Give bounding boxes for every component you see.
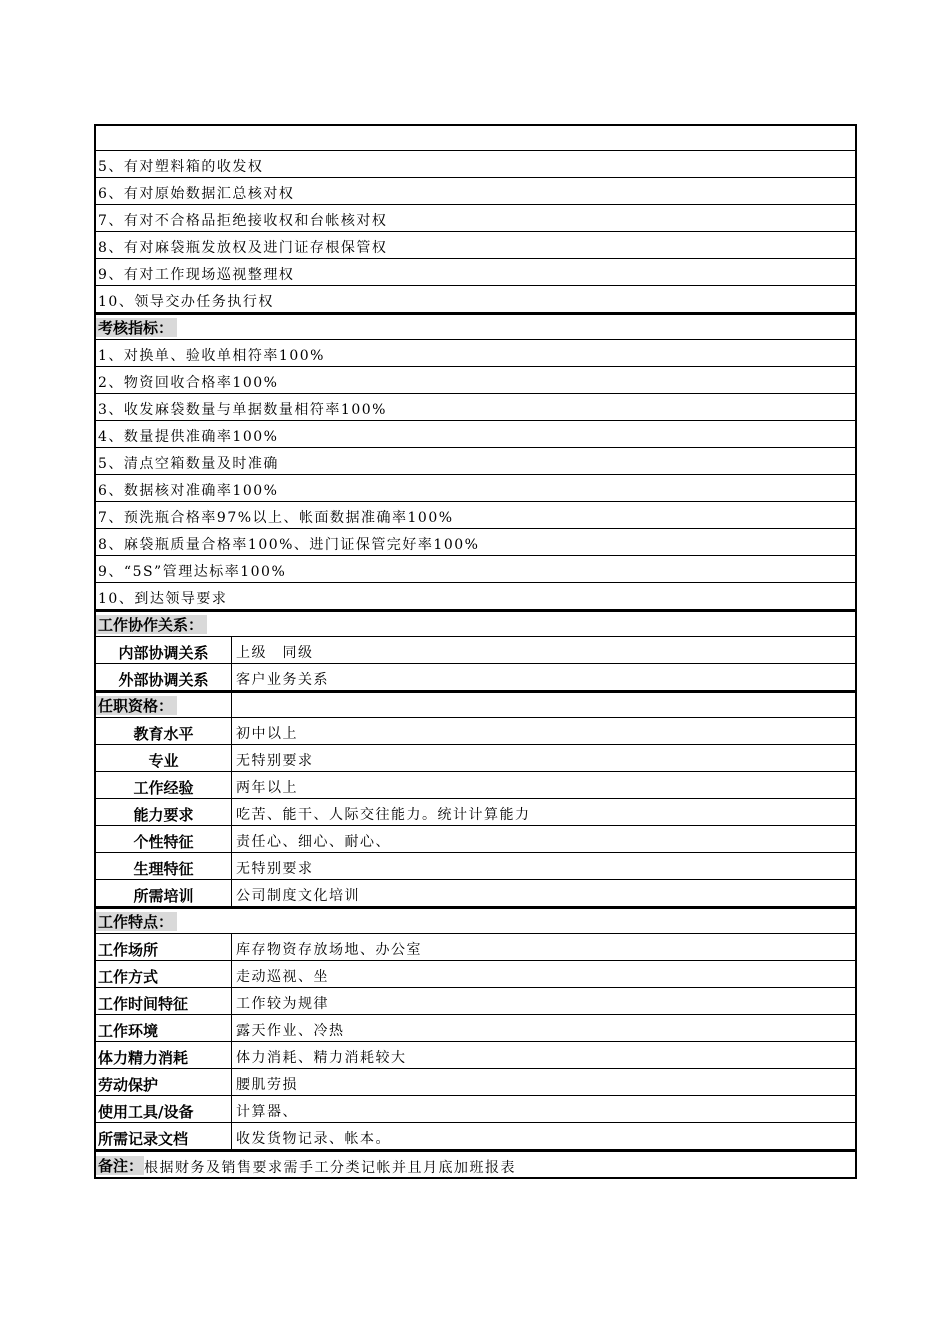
qualification-label: 生理特征 xyxy=(96,853,232,879)
features-row xyxy=(96,1123,855,1150)
rights-item: 5、有对塑料箱的收发权 xyxy=(98,159,264,175)
qualification-row xyxy=(96,718,855,745)
cooperation-label: 外部协调关系 xyxy=(96,664,232,690)
features-value: 走动巡视、坐 xyxy=(236,969,329,985)
rights-row xyxy=(96,232,855,259)
cooperation-row xyxy=(96,637,855,664)
qualification-label: 个性特征 xyxy=(96,826,232,852)
features-value: 库存物资存放场地、办公室 xyxy=(236,942,422,958)
features-row xyxy=(96,934,855,961)
features-label: 工作方式 xyxy=(96,961,232,987)
features-value: 计算器、 xyxy=(236,1104,298,1120)
rights-item: 6、有对原始数据汇总核对权 xyxy=(98,186,295,202)
qualification-row xyxy=(96,826,855,853)
features-label: 所需记录文档 xyxy=(96,1123,232,1149)
kpi-row xyxy=(96,529,855,556)
qualification-row xyxy=(96,853,855,880)
job-description-table xyxy=(94,124,857,1179)
kpi-item: 3、收发麻袋数量与单据数量相符率100% xyxy=(98,402,387,418)
cooperation-row xyxy=(96,664,855,691)
rights-item: 10、领导交办任务执行权 xyxy=(98,294,274,310)
features-value: 收发货物记录、帐本。 xyxy=(236,1131,391,1147)
qualification-value: 无特别要求 xyxy=(236,753,314,769)
kpi-item: 8、麻袋瓶质量合格率100%、进门证保管完好率100% xyxy=(98,537,480,553)
kpi-section-header xyxy=(96,313,855,340)
kpi-item: 7、预洗瓶合格率97%以上、帐面数据准确率100% xyxy=(98,510,454,526)
features-row xyxy=(96,1096,855,1123)
features-value: 腰肌劳损 xyxy=(236,1077,298,1093)
features-row xyxy=(96,961,855,988)
kpi-row xyxy=(96,340,855,367)
rights-row xyxy=(96,286,855,313)
features-label: 工作时间特征 xyxy=(96,988,232,1014)
note-text: 根据财务及销售要求需手工分类记帐并且月底加班报表 xyxy=(144,1160,517,1176)
rights-row xyxy=(96,151,855,178)
kpi-row xyxy=(96,367,855,394)
kpi-item: 4、数量提供准确率100% xyxy=(98,429,279,445)
cooperation-value: 客户业务关系 xyxy=(236,672,329,688)
features-label: 体力精力消耗 xyxy=(96,1042,232,1068)
qualification-value: 初中以上 xyxy=(236,726,298,742)
kpi-item: 1、对换单、验收单相符率100% xyxy=(98,348,325,364)
qualification-label: 工作经验 xyxy=(96,772,232,798)
kpi-item: 10、到达领导要求 xyxy=(98,591,228,607)
kpi-row xyxy=(96,502,855,529)
kpi-item: 6、数据核对准确率100% xyxy=(98,483,279,499)
kpi-row xyxy=(96,448,855,475)
kpi-item: 9、“5S”管理达标率100% xyxy=(98,564,287,580)
note-label: 备注： xyxy=(98,1157,144,1175)
features-title: 工作特点： xyxy=(96,912,177,931)
kpi-item: 2、物资回收合格率100% xyxy=(98,375,279,391)
features-value: 工作较为规律 xyxy=(236,996,329,1012)
cooperation-value: 上级 同级 xyxy=(236,645,314,661)
kpi-title: 考核指标： xyxy=(96,318,177,337)
features-section-header xyxy=(96,907,855,934)
features-row xyxy=(96,1069,855,1096)
features-label: 工作场所 xyxy=(96,934,232,960)
qualification-label: 教育水平 xyxy=(96,718,232,744)
qualification-value: 无特别要求 xyxy=(236,861,314,877)
kpi-row xyxy=(96,475,855,502)
qualification-row xyxy=(96,880,855,907)
qualification-label: 专业 xyxy=(96,745,232,771)
kpi-item: 5、清点空箱数量及时准确 xyxy=(98,456,279,472)
rights-row xyxy=(96,205,855,232)
qualification-value: 吃苦、能干、人际交往能力。统计计算能力 xyxy=(236,807,531,823)
note-row xyxy=(96,1150,855,1177)
qualification-value: 责任心、细心、耐心、 xyxy=(236,834,391,850)
cooperation-title: 工作协作关系： xyxy=(96,615,207,634)
kpi-row xyxy=(96,421,855,448)
qualification-title: 任职资格： xyxy=(96,696,177,715)
features-value: 露天作业、冷热 xyxy=(236,1023,345,1039)
rights-item: 7、有对不合格品拒绝接收权和台帐核对权 xyxy=(98,213,388,229)
rights-row xyxy=(96,259,855,286)
qualification-section-header xyxy=(96,691,855,718)
rights-item: 8、有对麻袋瓶发放权及进门证存根保管权 xyxy=(98,240,388,256)
qualification-row xyxy=(96,772,855,799)
qualification-value: 公司制度文化培训 xyxy=(236,888,360,904)
features-label: 工作环境 xyxy=(96,1015,232,1041)
qualification-label: 能力要求 xyxy=(96,799,232,825)
features-row xyxy=(96,1042,855,1069)
cooperation-section-header xyxy=(96,610,855,637)
blank-row xyxy=(96,126,855,151)
features-row xyxy=(96,988,855,1015)
qualification-value: 两年以上 xyxy=(236,780,298,796)
features-row xyxy=(96,1015,855,1042)
qualification-row xyxy=(96,745,855,772)
rights-row xyxy=(96,178,855,205)
kpi-row xyxy=(96,394,855,421)
cooperation-label: 内部协调关系 xyxy=(96,637,232,663)
kpi-row xyxy=(96,583,855,610)
features-value: 体力消耗、精力消耗较大 xyxy=(236,1050,407,1066)
features-label: 使用工具/设备 xyxy=(96,1096,232,1122)
qualification-label: 所需培训 xyxy=(96,880,232,906)
features-label: 劳动保护 xyxy=(96,1069,232,1095)
qualification-row xyxy=(96,799,855,826)
rights-item: 9、有对工作现场巡视整理权 xyxy=(98,267,295,283)
kpi-row xyxy=(96,556,855,583)
